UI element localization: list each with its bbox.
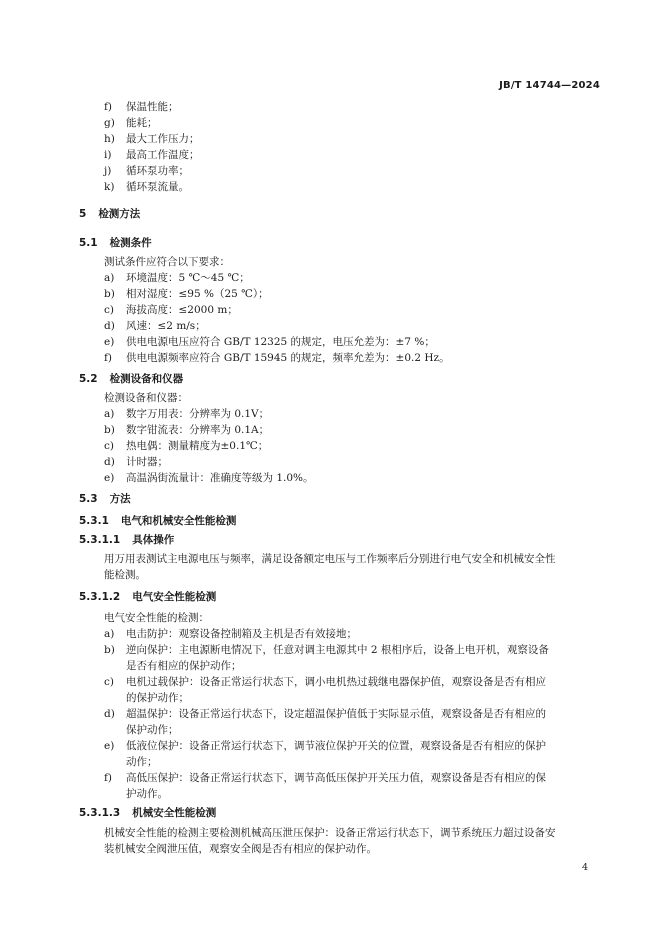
paragraph-line: 用万用表测试主电源电压与频率，满足设备额定电压与工作频率后分别进行电气安全和机械安全性	[104, 553, 556, 565]
section-5-3-1-2-heading: 5.3.1.2 电气安全性能检测	[79, 591, 217, 603]
section-5-3-heading: 5.3 方法	[79, 493, 131, 505]
section-5-3-1-1-heading: 5.3.1.1 具体操作	[79, 534, 175, 546]
section-5-3-1-heading: 5.3.1 电气和机械安全性能检测	[79, 515, 237, 527]
section-5-3-1-3-heading: 5.3.1.3 机械安全性能检测	[79, 807, 217, 819]
page-number: 4	[581, 862, 588, 873]
paragraph-line: 装机械安全阀泄压值，观察安全阀是否有相应的保护动作。	[104, 843, 377, 855]
section-5-1-intro: 测试条件应符合以下要求：	[104, 256, 230, 268]
section-5-heading: 5 检测方法	[79, 208, 141, 220]
section-5-1-heading: 5.1 检测条件	[79, 237, 152, 249]
paragraph-line: 能检测。	[104, 569, 146, 581]
document-id-header: JB/T 14744—2024	[499, 80, 600, 91]
section-5-2-heading: 5.2 检测设备和仪器	[79, 373, 184, 385]
section-5-3-1-2-intro: 电气安全性能的检测：	[104, 612, 209, 624]
section-5-2-intro: 检测设备和仪器：	[104, 392, 188, 404]
paragraph-line: 机械安全性能的检测主要检测机械高压泄压保护：设备正常运行状态下，调节系统压力超过设备安	[104, 827, 556, 839]
